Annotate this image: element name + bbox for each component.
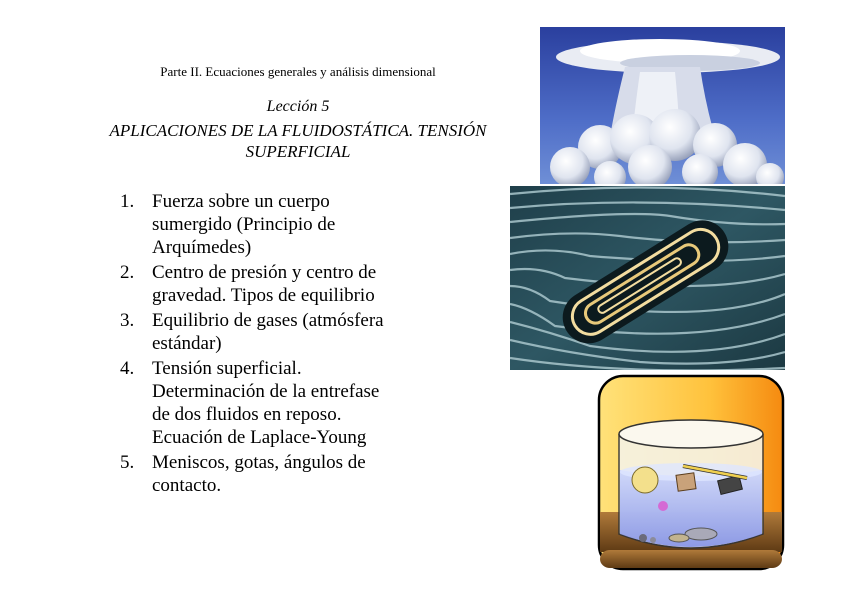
part-title: Parte II. Ecuaciones generales y análisis dimensional [160,64,436,79]
topic-line: estándar) [152,333,222,354]
topic-line: Centro de presión y centro de [152,262,377,283]
paperclip-image [510,186,785,370]
topic-item [120,190,420,259]
cloud-image [540,27,785,184]
topic-item [120,261,420,307]
topic-number: 1. [120,191,135,212]
topic-line: Equilibrio de gases (atmósfera [152,310,384,331]
topic-item [120,451,420,497]
topics-list [120,190,420,499]
topic-number: 4. [120,358,135,379]
topic-number: 3. [120,310,135,331]
lesson-title-line2: SUPERFICIAL [245,142,351,161]
topic-line: Meniscos, gotas, ángulos de [152,452,366,473]
topic-item [120,357,420,449]
topic-line: gravedad. Tipos de equilibrio [152,285,375,306]
topic-line: Determinación de la entrefase [152,381,380,402]
topic-line: Ecuación de Laplace-Young [152,427,367,448]
lesson-number: Lección 5 [266,98,330,115]
lesson-title [88,120,508,162]
topic-number: 5. [120,452,135,473]
topic-line: Arquímedes) [152,237,252,258]
topic-line: contacto. [152,475,222,496]
topic-line: Fuerza sobre un cuerpo [152,191,330,212]
topic-line: de dos fluidos en reposo. [152,404,342,425]
topic-line: Tensión superficial. [152,358,302,379]
topic-number: 2. [120,262,135,283]
jar-image [597,374,785,571]
lesson-title-line1: APLICACIONES DE LA FLUIDOSTÁTICA. TENSIÓN [109,121,487,140]
topic-line: sumergido (Principio de [152,214,336,235]
topic-item [120,309,420,355]
